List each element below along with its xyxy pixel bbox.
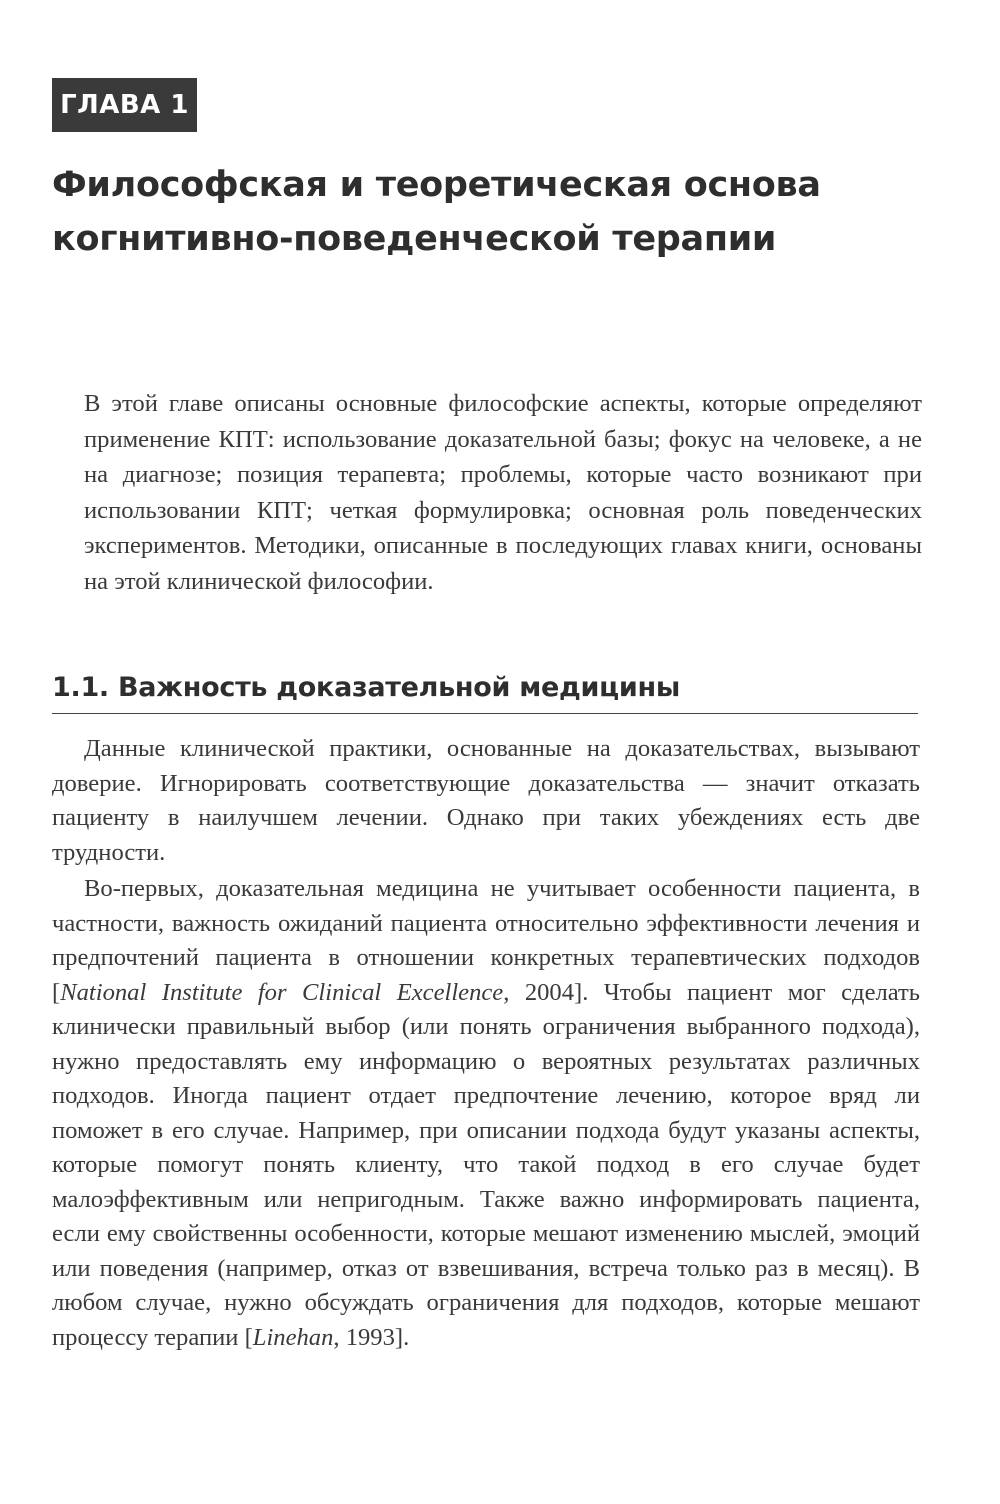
chapter-intro: В этой главе описаны основные философские аспекты, которые определяют применение КПТ: использование доказательной базы; фокус на человеке, а не на диагнозе; позиция терапевта; проблемы, которые часто возникают при использовании КПТ; четкая формулировка; основная роль поведенческих экспериментов. Методики, описанные в последующих главах книги, основаны на этой клинической философии. xyxy=(84,390,922,595)
paragraph-2-part-1: Во-первых, доказательная медицина не учитывает особенности пациента, в частности, важность ожиданий пациента относительно эффективности лечения и предпочтений пациента в отношении конкретных терапевтических подходов [ xyxy=(52,875,920,1006)
paragraph-1: Данные клинической практики, основанные на доказательствах, вызывают доверие. Игнорировать соответствующие доказательства — значит отказать пациенту в наилучшем лечении. Однако при таких убеждениях есть две трудности. xyxy=(52,735,920,866)
paragraph-2 xyxy=(52,872,920,1355)
paragraph-2-part-2: ]. Чтобы пациент мог сделать клинически правильный выбор (или понять ограничения выбранного подхода), нужно предоставлять ему информацию о вероятных результатах различных подходов. Иногда пациент отдает предпочтение лечению, которое вряд ли поможет в его случае. Например, при описании подхода будут указаны аспекты, которые помогут понять клиенту, что такой подход в его случае будет малоэффективным или непригодным. Также важно информировать пациента, если ему свойственны особенности, которые мешают изменению мыслей, эмоций или поведения (например, отказ от взвешивания, встреча только раз в месяц). В любом случае, нужно обсуждать ограничения для подходов, которые мешают процессу терапии [ xyxy=(52,978,920,1351)
citation-author-1: National Institute for Clinical Excellence xyxy=(60,978,504,1006)
chapter-title xyxy=(52,158,952,266)
section-heading: 1.1. Важность доказательной медицины xyxy=(52,670,918,714)
chapter-title-line-2: когнитивно-поведенческой терапии xyxy=(52,219,777,259)
paragraph-2-end: ]. xyxy=(394,1323,410,1351)
chapter-title-line-1: Философская и теоретическая основа xyxy=(52,165,821,205)
chapter-label: ГЛАВА 1 xyxy=(52,78,197,132)
citation-author-2: Linehan xyxy=(252,1323,334,1351)
section-body xyxy=(52,732,920,1355)
citation-year-2: , 1993 xyxy=(333,1323,395,1351)
citation-year-1: , 2004 xyxy=(503,978,575,1006)
